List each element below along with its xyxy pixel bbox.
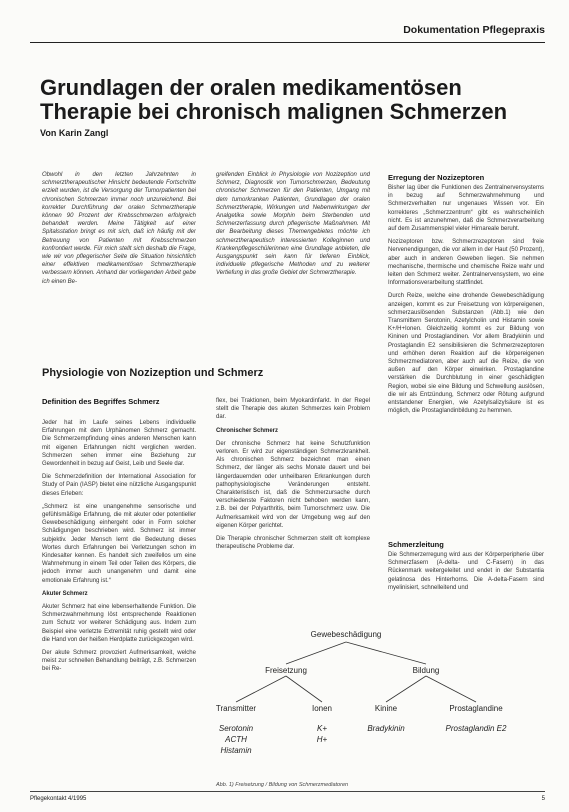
running-header	[30, 22, 545, 43]
node-prostaglandin-e2: Prostaglandin E2	[445, 724, 507, 733]
node-bildung: Bildung	[412, 666, 440, 675]
leitung-column	[388, 551, 544, 617]
chronic-column	[216, 397, 370, 623]
acute-pain-heading: Akuter Schmerz	[42, 590, 88, 597]
leitung-heading: Schmerzleitung	[388, 540, 444, 549]
section-label: Dokumentation Pflegepraxis	[403, 24, 545, 36]
nozizeptoren-heading: Erregung der Nozizeptoren	[388, 173, 485, 182]
node-ionen: Ionen	[311, 704, 333, 713]
page-footer	[30, 791, 545, 806]
acute-pain-text: Akuter Schmerz hat eine lebenserhaltende Funktion. Die Schmerzwahrnehmung löst entsprechende Reaktionen zum Schutz vor weiterer Schädigung aus. Indem zum Beispiel eine verletzte Extremität ruhig gestellt wird oder die Hand von der heißen Herdplatte zurückgezogen wird.	[42, 604, 196, 643]
nozizeptoren-p2: Nozizeptoren bzw. Schmerzrezeptoren sind freie Nervenendigungen, die vor allem in der Haut (50 Prozent), aber auch in anderen Geweben liegen. Sie nehmen mechanische, thermische und chemische Reize wahr und leiten den Schmerz weiter. Zentralnervensystem, wo eine Informationsverarbeitung stattfindet.	[388, 239, 544, 287]
node-prostaglandine: Prostaglandine	[449, 704, 503, 713]
node-histamin: Histamin	[220, 746, 252, 755]
section-heading: Physiologie von Nozizeption und Schmerz	[42, 367, 264, 379]
chronic-p2: Die Therapie chronischer Schmerzen stellt oft komplexe therapeutische Probleme dar.	[216, 536, 370, 551]
definition-column	[42, 419, 196, 789]
intro-text-1: Obwohl in den letzten Jahrzehnten in schmerztherapeutischer Hinsicht bedeutende Fortschritte erzielt wurden, ist die Versorgung der Tumorpatienten bei chronischen Schmerzen immer noch unzureichend. Bei korrekter Durchführung der oralen Schmerztherapie können 90 Prozent der Krebsschmerzen erfolgreich behandelt werden. Meine Tätigkeit auf einer Spitalsstation bringt es mit sich, daß ich häufig mit der Betreuung von Patienten mit Krebsschmerzen konfrontiert werde. Für mich stellt sich deshalb die Frage, wie wir von pflegerischer Seite die Situation hinsichtlich einer effektiven medikamentösen Schmerztherapie verbessern können. Anhand der vorliegenden Arbeit gebe ich einen Be-	[42, 172, 196, 285]
definition-quote: „Schmerz ist eine unangenehme sensorische und gefühlsmäßige Erfahrung, die mit akuter oder potentieller Gewebeschädigung einhergeht oder in Form solcher Schädigungen beschrieben wird. Schmerz ist immer subjektiv. Jeder Mensch lernt die Bedeutung dieses Wortes durch Erfahrungen bei Verletzungen schon im Kindesalter kennen. Es handelt sich zweifellos um eine Wahrnehmung in einem Teil oder Teilen des Körpers, die jedoch immer auch unangenehm und damit eine emotionale Erfahrung ist.“	[42, 503, 196, 584]
node-bradykinin: Bradykinin	[367, 724, 405, 733]
definition-p1: Jeder hat im Laufe seines Lebens individuelle Erfahrungen mit dem Urphänomen Schmerz gemacht. Die Schmerzempfindung eines anderen Menschen kann mit eigenen Erfahrungen nicht verglichen werden. Schmerzen sehen immer eine Beziehung zur Gewordenheit in bezug auf Geist, Leib und Seele dar.	[42, 420, 196, 468]
chronic-p1: Der chronische Schmerz hat keine Schutzfunktion verloren. Er wird zur eigenständigen Schmerzkrankheit. Als chronischen Schmerz bezeichnet man einen Schmerz, der länger als sechs Monate dauert und bei längerdauernden oder unheilbaren Erkrankungen durch pathophysiologische Veränderungen entsteht. Charakteristisch ist, daß die Schmerzursache durch verschiedenste Faktoren nicht behoben werden kann, z.B. bei der Polyarthritis, beim Tumorschmerz usw. Die Aufmerksamkeit wird von der Umgebung weg auf den eigenen Körper gerichtet.	[216, 440, 370, 529]
node-freisetzung: Freisetzung	[265, 666, 307, 675]
nozizeptoren-column	[388, 184, 544, 538]
article-title: Grundlagen der oralen medikamentösen Therapie bei chronisch malignen Schmerzen	[40, 75, 508, 124]
acute-pain-text-2: Der akute Schmerz provoziert Aufmerksamkeit, welche meist zur schnellen Behandlung beiträgt, z.B. Schmerzen bei Re-	[42, 650, 196, 673]
node-transmitter: Transmitter	[215, 704, 257, 713]
definition-p2: Die Schmerzdefinition der International Association for Study of Pain (IASP) bietet eine nützliche Ausgangspunkt dieses Erleben:	[42, 474, 196, 497]
node-root: Gewebeschädigung	[310, 630, 382, 639]
definition-heading: Definition des Begriffes Schmerz	[42, 397, 160, 406]
node-k-ion: K+	[316, 724, 328, 733]
intro-column-2	[216, 171, 370, 349]
node-h-ion: H+	[316, 735, 328, 744]
node-acth: ACTH	[225, 735, 247, 744]
footer-source: Pflegekontakt 4/1995	[30, 796, 87, 802]
node-serotonin: Serotonin	[218, 724, 254, 733]
chronic-pain-heading: Chronischer Schmerz	[216, 427, 279, 434]
leitung-p1: Die Schmerzerregung wird aus der Körperperipherie über Schmerzfasern (A-delta- und C-Fasern) in das Rückenmark weitergeleitet und endet in der Substantia gelatinosa des Hinterhorns. Die A-delta-Fasern sind myelinisiert, schnelleitend und	[388, 552, 544, 591]
figure-caption: Abb. 1) Freisetzung / Bildung von Schmerzmediatoren	[216, 782, 349, 788]
chronic-lead: flex, bei Traktionen, beim Myokardinfarkt. In der Regel stellt die Therapie des akuten Schmerzes kein Problem dar.	[216, 398, 370, 421]
nozizeptoren-p1: Bisher lag über die Funktionen des Zentralnervensystems in bezug auf Schmerzwahrnehmung und Schmerzverhalten nur ungenaues Wissen vor. Ein korrekteres „Schmerzzentrum“ gibt es wahrscheinlich nicht. Es ist anzunehmen, daß die Schmerzverarbeitung auf dem Zusammenspiel vieler Hirnareale beruht.	[388, 185, 544, 233]
page-number: 5	[541, 796, 545, 802]
intro-text-2: greifenden Einblick in Physiologie von Nozizeption und Schmerz, Diagnostik von Tumorschmerzen, Bedeutung chronischer Schmerzen für den Patienten, Umgang mit dem tumorkranken Patienten, Grundlagen der oralen Schmerztherapie, Wirkungen und Nebenwirkungen der Analgetika sowie Morphin beim Sterbenden und Schmerzerfassung durch pflegerische Maßnahmen. Mit der Bearbeitung dieses Themengebietes möchte ich schmerztherapeutisch interessierten Kolleginnen und Krankenpflegeschülerinnen eine Grundlage anbieten, die Ausgangspunkt sein kann für tieferen Einblick, individuelle pflegerische Methoden und zu weiterer Vertiefung in das große Gebiet der Schmerztherapie.	[216, 172, 370, 277]
node-kinine: Kinine	[374, 704, 398, 713]
mediator-diagram	[216, 628, 546, 788]
article-author: Von Karin Zangl	[40, 128, 109, 138]
nozizeptoren-p3: Durch Reize, welche eine drohende Gewebeschädigung anzeigen, kommt es zur Freisetzung von körpereigenen, schmerzauslösenden Substanzen (Abb.1) wie den Transmittern Serotonin, Azetylcholin und Histamin sowie K+/H+Ionen. Gleichzeitig kommt es zur Bildung von Kininen und Prostaglandinen. Vor allem Bradykinin und Prostaglandin E2 sensibilisieren die Schmerzrezeptoren und erhöhen deren Reaktion auf die körpereigenen Schmerzmediatoren, aber auch auf die Reize, die von außen auf den Körper einwirken. Prostaglandine verstärken die Durchblutung in einer geschädigten Region, wobei sie eine Bildung und Schwellung auslösen, die wir als Entzündung, Schmerz oder Rötung aufgrund entstandener Energien, wie Azetylsalizylsäure ist es möglich, die Prostaglandinbildung zu hemmen.	[388, 293, 544, 415]
intro-column-1	[42, 171, 196, 349]
